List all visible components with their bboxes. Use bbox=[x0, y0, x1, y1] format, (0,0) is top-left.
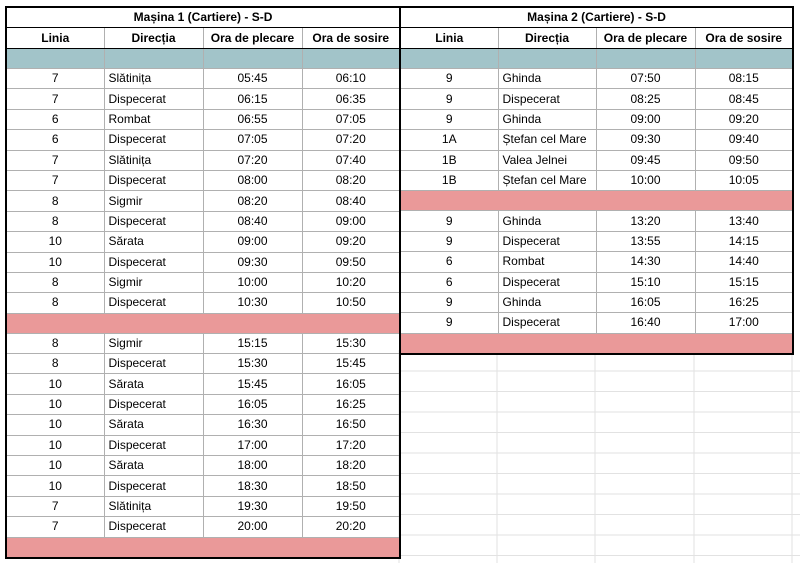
schedule-row bbox=[400, 292, 793, 312]
schedule-row bbox=[6, 191, 400, 211]
separator-cell[interactable] bbox=[498, 191, 596, 211]
cell-sosire[interactable]: 09:40 bbox=[695, 130, 793, 150]
cell-sosire[interactable]: 09:00 bbox=[302, 211, 400, 231]
schedule-row bbox=[400, 150, 793, 170]
cell-linia[interactable]: 8 bbox=[6, 211, 104, 231]
schedule-row bbox=[400, 252, 793, 272]
separator-cell[interactable] bbox=[302, 49, 400, 69]
cell-plecare[interactable]: 17:00 bbox=[203, 435, 302, 455]
separator-row bbox=[6, 49, 400, 69]
cell-plecare[interactable]: 16:05 bbox=[596, 292, 695, 312]
cell-sosire[interactable]: 06:35 bbox=[302, 89, 400, 109]
cell-directia[interactable]: Slătinița bbox=[104, 150, 203, 170]
cell-directia[interactable]: Ghinda bbox=[498, 292, 596, 312]
cell-plecare[interactable]: 09:45 bbox=[596, 150, 695, 170]
cell-directia[interactable]: Dispecerat bbox=[498, 231, 596, 251]
cell-plecare[interactable]: 08:25 bbox=[596, 89, 695, 109]
cell-directia[interactable]: Sărata bbox=[104, 415, 203, 435]
cell-linia[interactable]: 9 bbox=[400, 313, 498, 333]
schedule-row bbox=[6, 476, 400, 496]
cell-linia[interactable]: 9 bbox=[400, 292, 498, 312]
schedule-row bbox=[400, 130, 793, 150]
cell-directia[interactable]: Ghinda bbox=[498, 211, 596, 231]
cell-sosire[interactable]: 07:05 bbox=[302, 109, 400, 129]
cell-linia[interactable]: 8 bbox=[6, 354, 104, 374]
cell-sosire[interactable]: 08:45 bbox=[695, 89, 793, 109]
schedule-row bbox=[400, 89, 793, 109]
cell-directia[interactable]: Sărata bbox=[104, 374, 203, 394]
schedule-row bbox=[400, 109, 793, 129]
cell-plecare[interactable]: 13:55 bbox=[596, 231, 695, 251]
cell-directia[interactable]: Dispecerat bbox=[104, 130, 203, 150]
schedule-row bbox=[6, 354, 400, 374]
schedule-row bbox=[400, 170, 793, 190]
separator-cell[interactable] bbox=[695, 191, 793, 211]
cell-linia[interactable]: 10 bbox=[6, 232, 104, 252]
separator-row bbox=[400, 333, 793, 354]
cell-linia[interactable]: 7 bbox=[6, 150, 104, 170]
cell-sosire[interactable]: 16:25 bbox=[695, 292, 793, 312]
cell-directia[interactable]: Ștefan cel Mare bbox=[498, 170, 596, 190]
separator-cell[interactable] bbox=[104, 313, 203, 333]
schedule-row bbox=[6, 374, 400, 394]
cell-linia[interactable]: 7 bbox=[6, 69, 104, 89]
schedule-row bbox=[6, 170, 400, 190]
cell-linia[interactable]: 1B bbox=[400, 170, 498, 190]
cell-plecare[interactable]: 07:50 bbox=[596, 69, 695, 89]
car1-header-directia[interactable]: Direcția bbox=[104, 28, 203, 49]
cell-directia[interactable]: Sigmir bbox=[104, 333, 203, 353]
cell-sosire[interactable]: 19:50 bbox=[302, 496, 400, 516]
cell-linia[interactable]: 1B bbox=[400, 150, 498, 170]
schedule-row bbox=[6, 109, 400, 129]
cell-sosire[interactable]: 16:25 bbox=[302, 394, 400, 414]
cell-directia[interactable]: Sărata bbox=[104, 232, 203, 252]
cell-linia[interactable]: 8 bbox=[6, 293, 104, 313]
schedule-row bbox=[400, 272, 793, 292]
cell-directia[interactable]: Dispecerat bbox=[104, 354, 203, 374]
cell-plecare[interactable]: 15:10 bbox=[596, 272, 695, 292]
schedule-row bbox=[6, 293, 400, 313]
cell-plecare[interactable]: 06:55 bbox=[203, 109, 302, 129]
separator-cell[interactable] bbox=[400, 333, 498, 354]
cell-plecare[interactable]: 18:30 bbox=[203, 476, 302, 496]
cell-directia[interactable]: Ghinda bbox=[498, 69, 596, 89]
cell-plecare[interactable]: 09:30 bbox=[596, 130, 695, 150]
cell-linia[interactable]: 9 bbox=[400, 231, 498, 251]
cell-linia[interactable]: 7 bbox=[6, 517, 104, 537]
schedule-row bbox=[6, 272, 400, 292]
cell-sosire[interactable]: 10:50 bbox=[302, 293, 400, 313]
separator-cell[interactable] bbox=[203, 49, 302, 69]
cell-sosire[interactable]: 17:00 bbox=[695, 313, 793, 333]
cell-plecare[interactable]: 20:00 bbox=[203, 517, 302, 537]
separator-cell[interactable] bbox=[498, 333, 596, 354]
schedule-row bbox=[400, 69, 793, 89]
cell-linia[interactable]: 10 bbox=[6, 476, 104, 496]
cell-directia[interactable]: Dispecerat bbox=[104, 517, 203, 537]
separator-cell[interactable] bbox=[302, 537, 400, 558]
cell-linia[interactable]: 9 bbox=[400, 89, 498, 109]
cell-sosire[interactable]: 09:20 bbox=[695, 109, 793, 129]
cell-linia[interactable]: 8 bbox=[6, 272, 104, 292]
schedule-row bbox=[6, 456, 400, 476]
cell-linia[interactable]: 10 bbox=[6, 435, 104, 455]
cell-linia[interactable]: 10 bbox=[6, 374, 104, 394]
cell-plecare[interactable]: 09:00 bbox=[596, 109, 695, 129]
cell-plecare[interactable]: 08:20 bbox=[203, 191, 302, 211]
schedule-row bbox=[6, 130, 400, 150]
cell-sosire[interactable]: 09:20 bbox=[302, 232, 400, 252]
cell-directia[interactable]: Sărata bbox=[104, 456, 203, 476]
cell-plecare[interactable]: 13:20 bbox=[596, 211, 695, 231]
cell-plecare[interactable]: 07:05 bbox=[203, 130, 302, 150]
cell-sosire[interactable]: 16:50 bbox=[302, 415, 400, 435]
car2-title[interactable]: Mașina 2 (Cartiere) - S-D bbox=[400, 7, 793, 28]
cell-linia[interactable]: 10 bbox=[6, 456, 104, 476]
car2-header-plecare[interactable]: Ora de plecare bbox=[596, 28, 695, 49]
schedule-row bbox=[6, 333, 400, 353]
cell-directia[interactable]: Ghinda bbox=[498, 109, 596, 129]
separator-cell[interactable] bbox=[104, 537, 203, 558]
separator-cell[interactable] bbox=[695, 49, 793, 69]
separator-cell[interactable] bbox=[6, 49, 104, 69]
cell-plecare[interactable]: 09:00 bbox=[203, 232, 302, 252]
cell-plecare[interactable]: 18:00 bbox=[203, 456, 302, 476]
cell-linia[interactable]: 10 bbox=[6, 415, 104, 435]
cell-sosire[interactable]: 18:20 bbox=[302, 456, 400, 476]
separator-cell[interactable] bbox=[104, 49, 203, 69]
cell-plecare[interactable]: 08:40 bbox=[203, 211, 302, 231]
car1-header-sosire[interactable]: Ora de sosire bbox=[302, 28, 400, 49]
cell-directia[interactable]: Dispecerat bbox=[498, 272, 596, 292]
cell-sosire[interactable]: 18:50 bbox=[302, 476, 400, 496]
cell-directia[interactable]: Rombat bbox=[104, 109, 203, 129]
cell-linia[interactable]: 1A bbox=[400, 130, 498, 150]
cell-plecare[interactable]: 15:15 bbox=[203, 333, 302, 353]
schedule-row bbox=[400, 211, 793, 231]
car2-header-sosire[interactable]: Ora de sosire bbox=[695, 28, 793, 49]
separator-row bbox=[400, 49, 793, 69]
cell-sosire[interactable]: 14:40 bbox=[695, 252, 793, 272]
cell-sosire[interactable]: 07:20 bbox=[302, 130, 400, 150]
cell-sosire[interactable]: 13:40 bbox=[695, 211, 793, 231]
cell-linia[interactable]: 7 bbox=[6, 170, 104, 190]
separator-row bbox=[6, 537, 400, 558]
cell-linia[interactable]: 6 bbox=[400, 272, 498, 292]
schedule-row bbox=[6, 394, 400, 414]
separator-cell[interactable] bbox=[596, 333, 695, 354]
car1-title[interactable]: Mașina 1 (Cartiere) - S-D bbox=[6, 7, 400, 28]
cell-sosire[interactable]: 15:30 bbox=[302, 333, 400, 353]
separator-cell[interactable] bbox=[400, 49, 498, 69]
cell-sosire[interactable]: 08:15 bbox=[695, 69, 793, 89]
cell-linia[interactable]: 7 bbox=[6, 89, 104, 109]
cell-plecare[interactable]: 15:30 bbox=[203, 354, 302, 374]
cell-directia[interactable]: Dispecerat bbox=[104, 211, 203, 231]
cell-plecare[interactable]: 10:30 bbox=[203, 293, 302, 313]
cell-plecare[interactable]: 16:40 bbox=[596, 313, 695, 333]
cell-sosire[interactable]: 10:20 bbox=[302, 272, 400, 292]
car1-schedule-table bbox=[5, 6, 401, 559]
cell-directia[interactable]: Ștefan cel Mare bbox=[498, 130, 596, 150]
cell-directia[interactable]: Dispecerat bbox=[104, 435, 203, 455]
schedule-row bbox=[400, 231, 793, 251]
cell-directia[interactable]: Dispecerat bbox=[104, 170, 203, 190]
cell-sosire[interactable]: 10:05 bbox=[695, 170, 793, 190]
cell-linia[interactable]: 6 bbox=[6, 130, 104, 150]
separator-row bbox=[400, 191, 793, 211]
cell-plecare[interactable]: 08:00 bbox=[203, 170, 302, 190]
cell-directia[interactable]: Dispecerat bbox=[104, 252, 203, 272]
cell-plecare[interactable]: 15:45 bbox=[203, 374, 302, 394]
cell-plecare[interactable]: 05:45 bbox=[203, 69, 302, 89]
car2-schedule-table bbox=[399, 6, 794, 355]
separator-cell[interactable] bbox=[302, 313, 400, 333]
cell-sosire[interactable]: 06:10 bbox=[302, 69, 400, 89]
cell-sosire[interactable]: 08:20 bbox=[302, 170, 400, 190]
cell-directia[interactable]: Dispecerat bbox=[104, 89, 203, 109]
cell-plecare[interactable]: 14:30 bbox=[596, 252, 695, 272]
cell-directia[interactable]: Dispecerat bbox=[104, 476, 203, 496]
cell-sosire[interactable]: 14:15 bbox=[695, 231, 793, 251]
cell-linia[interactable]: 8 bbox=[6, 333, 104, 353]
schedule-row bbox=[6, 415, 400, 435]
cell-linia[interactable]: 8 bbox=[6, 191, 104, 211]
cell-sosire[interactable]: 15:15 bbox=[695, 272, 793, 292]
cell-linia[interactable]: 10 bbox=[6, 252, 104, 272]
cell-directia[interactable]: Dispecerat bbox=[104, 394, 203, 414]
car2-header-directia[interactable]: Direcția bbox=[498, 28, 596, 49]
separator-cell[interactable] bbox=[203, 313, 302, 333]
cell-plecare[interactable]: 10:00 bbox=[203, 272, 302, 292]
cell-plecare[interactable]: 09:30 bbox=[203, 252, 302, 272]
schedule-row bbox=[6, 435, 400, 455]
separator-cell[interactable] bbox=[596, 49, 695, 69]
cell-plecare[interactable]: 16:05 bbox=[203, 394, 302, 414]
cell-plecare[interactable]: 10:00 bbox=[596, 170, 695, 190]
schedule-row bbox=[6, 496, 400, 516]
schedule-row bbox=[6, 150, 400, 170]
schedule-row bbox=[400, 313, 793, 333]
cell-directia[interactable]: Valea Jelnei bbox=[498, 150, 596, 170]
cell-linia[interactable]: 6 bbox=[6, 109, 104, 129]
separator-cell[interactable] bbox=[596, 191, 695, 211]
separator-cell[interactable] bbox=[6, 537, 104, 558]
schedule-row bbox=[6, 211, 400, 231]
cell-sosire[interactable]: 20:20 bbox=[302, 517, 400, 537]
schedule-row bbox=[6, 69, 400, 89]
cell-linia[interactable]: 6 bbox=[400, 252, 498, 272]
cell-linia[interactable]: 10 bbox=[6, 394, 104, 414]
cell-linia[interactable]: 9 bbox=[400, 109, 498, 129]
cell-directia[interactable]: Slătinița bbox=[104, 69, 203, 89]
car1-header-plecare[interactable]: Ora de plecare bbox=[203, 28, 302, 49]
cell-linia[interactable]: 9 bbox=[400, 211, 498, 231]
cell-plecare[interactable]: 16:30 bbox=[203, 415, 302, 435]
cell-sosire[interactable]: 07:40 bbox=[302, 150, 400, 170]
cell-directia[interactable]: Dispecerat bbox=[104, 293, 203, 313]
separator-cell[interactable] bbox=[498, 49, 596, 69]
separator-cell[interactable] bbox=[6, 313, 104, 333]
cell-directia[interactable]: Sigmir bbox=[104, 272, 203, 292]
schedule-row bbox=[6, 89, 400, 109]
cell-plecare[interactable]: 07:20 bbox=[203, 150, 302, 170]
cell-sosire[interactable]: 15:45 bbox=[302, 354, 400, 374]
cell-directia[interactable]: Sigmir bbox=[104, 191, 203, 211]
cell-sosire[interactable]: 17:20 bbox=[302, 435, 400, 455]
separator-cell[interactable] bbox=[203, 537, 302, 558]
cell-directia[interactable]: Slătinița bbox=[104, 496, 203, 516]
cell-directia[interactable]: Dispecerat bbox=[498, 89, 596, 109]
schedule-row bbox=[6, 517, 400, 537]
schedule-row bbox=[6, 232, 400, 252]
separator-cell[interactable] bbox=[400, 191, 498, 211]
cell-linia[interactable]: 7 bbox=[6, 496, 104, 516]
cell-plecare[interactable]: 06:15 bbox=[203, 89, 302, 109]
separator-cell[interactable] bbox=[695, 333, 793, 354]
car2-header-linia[interactable]: Linia bbox=[400, 28, 498, 49]
separator-row bbox=[6, 313, 400, 333]
cell-sosire[interactable]: 09:50 bbox=[695, 150, 793, 170]
schedule-row bbox=[6, 252, 400, 272]
cell-linia[interactable]: 9 bbox=[400, 69, 498, 89]
cell-directia[interactable]: Rombat bbox=[498, 252, 596, 272]
cell-sosire[interactable]: 16:05 bbox=[302, 374, 400, 394]
cell-plecare[interactable]: 19:30 bbox=[203, 496, 302, 516]
cell-sosire[interactable]: 08:40 bbox=[302, 191, 400, 211]
car1-header-linia[interactable]: Linia bbox=[6, 28, 104, 49]
cell-sosire[interactable]: 09:50 bbox=[302, 252, 400, 272]
cell-directia[interactable]: Dispecerat bbox=[498, 313, 596, 333]
